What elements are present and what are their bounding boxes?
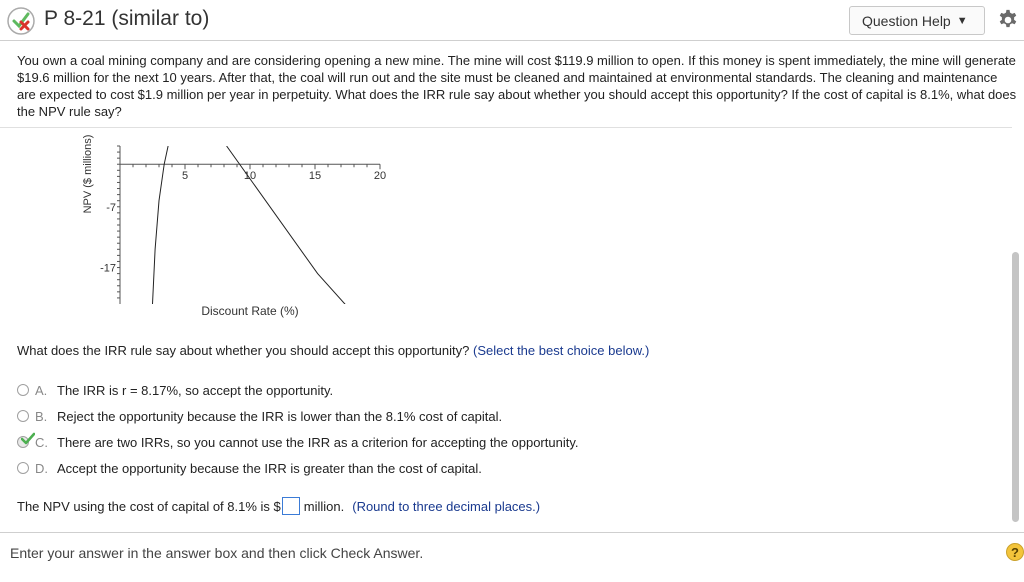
option-letter: C. <box>35 434 48 450</box>
irr-question-text: What does the IRR rule say about whether you should accept this opportunity? <box>17 343 470 358</box>
scrollbar[interactable] <box>1012 252 1019 522</box>
npv-question-hint: (Round to three decimal places.) <box>352 498 541 514</box>
footer-divider <box>0 532 1024 533</box>
npv-question-suffix: million. <box>303 498 345 514</box>
npv-question-prefix: The NPV using the cost of capital of 8.1% is $ <box>17 498 281 514</box>
npv-chart <box>70 132 410 322</box>
page-title: P 8-21 (similar to) <box>44 7 210 30</box>
header <box>0 0 1024 40</box>
x-tick-label: 10 <box>243 170 257 183</box>
radio-d[interactable] <box>17 462 29 474</box>
option-a[interactable] <box>17 381 333 399</box>
question-help-button[interactable] <box>849 6 985 35</box>
irr-question-hint: (Select the best choice below.) <box>473 343 650 358</box>
option-text: Accept the opportunity because the IRR is greater than the cost of capital. <box>57 460 482 476</box>
y-tick-label: -7 <box>106 201 116 214</box>
npv-curve-1 <box>153 146 169 304</box>
option-letter: A. <box>35 382 48 398</box>
x-axis-label: Discount Rate (%) <box>201 304 299 318</box>
chevron-down-icon: ▼ <box>956 14 968 27</box>
x-tick-label: 15 <box>308 170 322 183</box>
option-text: There are two IRRs, so you cannot use the IRR as a criterion for accepting the opportunity. <box>57 434 579 450</box>
y-axis-label: NPV ($ millions) <box>82 134 94 214</box>
option-text: Reject the opportunity because the IRR is lower than the 8.1% cost of capital. <box>57 408 503 424</box>
option-text: The IRR is r = 8.17%, so accept the opportunity. <box>57 382 334 398</box>
radio-a[interactable] <box>17 384 29 396</box>
radio-b[interactable] <box>17 410 29 422</box>
npv-answer-input[interactable] <box>282 497 300 515</box>
question-help-label: Question Help <box>862 12 951 29</box>
gear-icon[interactable] <box>997 9 1019 31</box>
problem-statement: You own a coal mining company and are considering opening a new mine. The mine will cost $119.9 million to open. If this money is spent immediately, the mine will generate $19.6 million for the next 10 years. After that, the coal will run out and the site must be cleaned and maintained at environmental standards. The cleaning and maintenance are expected to cost $1.9 million per year in perpetuity. What does the IRR rule say about whether you should accept this opportunity? If the cost of capital is 8.1%, what does the NPV rule say? <box>17 53 1017 119</box>
help-icon[interactable]: ? <box>1006 543 1024 561</box>
x-tick-label: 5 <box>181 170 189 183</box>
radio-c[interactable] <box>17 436 29 448</box>
checkmark-icon <box>21 432 35 446</box>
irr-question <box>17 343 649 358</box>
option-d[interactable] <box>17 459 482 477</box>
option-letter: D. <box>35 460 48 476</box>
header-divider <box>0 40 1024 41</box>
y-tick-label: -17 <box>100 262 116 275</box>
option-letter: B. <box>35 408 48 424</box>
footer-instruction: Enter your answer in the answer box and then click Check Answer. <box>10 545 424 561</box>
option-b[interactable] <box>17 407 502 425</box>
problem-divider <box>0 127 1012 128</box>
npv-question <box>17 497 540 515</box>
partial-correct-icon <box>6 6 36 36</box>
option-c[interactable] <box>17 433 578 451</box>
x-tick-label: 20 <box>373 170 387 183</box>
